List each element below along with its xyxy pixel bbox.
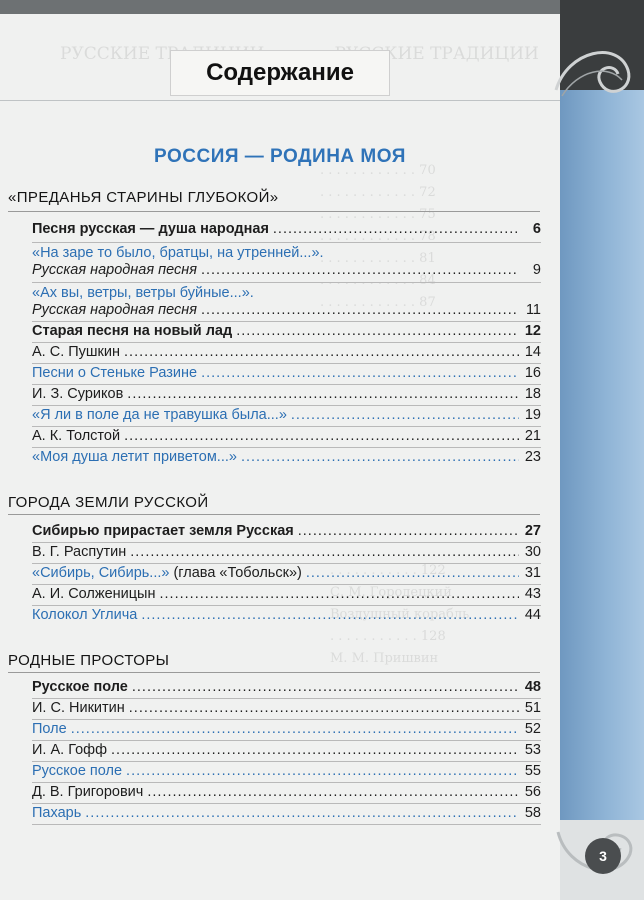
entry-divider	[32, 563, 541, 564]
entry-page: 48	[524, 679, 541, 695]
entry-title: В. Г. Распутин	[32, 544, 127, 560]
toc-entry[interactable]	[32, 221, 541, 240]
entry-page: 16	[524, 365, 541, 381]
leader-dots	[124, 344, 519, 360]
leader-dots	[201, 262, 519, 278]
top-edge-band	[0, 0, 560, 14]
entry-title: Поле	[32, 721, 67, 737]
group-divider	[8, 211, 540, 212]
page-number: 3	[585, 838, 621, 874]
entry-divider	[32, 282, 541, 283]
entry-page: 55	[524, 763, 541, 779]
toc-entry[interactable]	[32, 607, 541, 626]
entry-subtitle: (глава «Тобольск»)	[173, 565, 302, 581]
entry-page: 31	[524, 565, 541, 581]
entry-page: 14	[524, 344, 541, 360]
entry-title: «Моя душа летит приветом...»	[32, 449, 237, 465]
entry-divider	[32, 321, 541, 322]
toc-entry[interactable]	[32, 544, 541, 563]
entry-page: 56	[524, 784, 541, 800]
toc-entry[interactable]	[32, 386, 541, 405]
entry-divider	[32, 824, 541, 825]
entry-divider	[32, 698, 541, 699]
entry-divider	[32, 363, 541, 364]
entry-title: И. З. Суриков	[32, 386, 124, 402]
leader-dots	[236, 323, 519, 339]
entry-divider	[32, 782, 541, 783]
entry-title: И. А. Гофф	[32, 742, 108, 758]
bleed-through-text: . . . . . . . . . . . 122 С. М. Городецкий Воздушный корабль . . . . . . . . . . . 128 М. М. Пришвин	[330, 563, 470, 666]
entry-page: 9	[532, 262, 541, 278]
entry-page: 19	[524, 407, 541, 423]
bleed-through-text: РУССКИЕ ТРАДИЦИИ	[60, 44, 539, 64]
leader-dots	[85, 805, 519, 821]
group-divider	[8, 514, 540, 515]
group-heading: «ПРЕДАНЬЯ СТАРИНЫ ГЛУБОКОЙ»	[8, 189, 279, 206]
group-divider	[8, 672, 540, 673]
leader-dots	[291, 407, 519, 423]
toc-entry[interactable]	[32, 302, 541, 321]
entry-title: Сибирью прирастает земля Русская	[32, 523, 294, 539]
entry-page: 58	[524, 805, 541, 821]
group-heading: РОДНЫЕ ПРОСТОРЫ	[8, 652, 170, 669]
leader-dots	[160, 586, 520, 602]
entry-title: Русское поле	[32, 763, 123, 779]
entry-page: 43	[524, 586, 541, 602]
leader-dots	[201, 302, 519, 318]
entry-title: Песни о Стеньке Разине	[32, 365, 198, 381]
leader-dots	[126, 763, 519, 779]
leader-dots	[298, 523, 519, 539]
entry-page: 30	[524, 544, 541, 560]
entry-divider	[32, 542, 541, 543]
toc-entry[interactable]	[32, 742, 541, 761]
side-blue-block	[560, 90, 644, 820]
toc-entry[interactable]	[32, 763, 541, 782]
entry-divider	[32, 426, 541, 427]
entry-page: 52	[524, 721, 541, 737]
entry-divider	[32, 242, 541, 243]
toc-entry[interactable]	[32, 784, 541, 803]
entry-title: Русская народная песня	[32, 302, 197, 318]
group-heading: ГОРОДА ЗЕМЛИ РУССКОЙ	[8, 494, 209, 511]
leader-dots	[130, 544, 519, 560]
entry-title: Русское поле	[32, 679, 128, 695]
entry-title: А. И. Солженицын	[32, 586, 156, 602]
entry-title: Песня русская — душа народная	[32, 221, 269, 237]
entry-page: 44	[524, 607, 541, 623]
entry-divider	[32, 342, 541, 343]
entry-title: И. С. Никитин	[32, 700, 125, 716]
title-box	[170, 50, 390, 96]
entry-title: «На заре то было, братцы, на утренней...».	[32, 245, 324, 261]
entry-title: Колокол Углича	[32, 607, 138, 623]
toc-entry[interactable]	[32, 323, 541, 342]
leader-dots	[127, 386, 519, 402]
entry-divider	[32, 803, 541, 804]
entry-page: 23	[524, 449, 541, 465]
leader-dots	[306, 565, 519, 581]
toc-entry[interactable]	[32, 428, 541, 447]
entry-divider	[32, 740, 541, 741]
entry-page: 18	[524, 386, 541, 402]
leader-dots	[201, 365, 519, 381]
entry-divider	[32, 405, 541, 406]
page-title: Содержание	[206, 59, 354, 86]
toc-entry[interactable]	[32, 449, 541, 468]
entry-page: 6	[532, 221, 541, 237]
ornament-swirl-icon	[548, 30, 644, 110]
entry-divider	[32, 719, 541, 720]
entry-divider	[32, 605, 541, 606]
leader-dots	[71, 721, 519, 737]
entry-divider	[32, 761, 541, 762]
toc-entry[interactable]	[32, 700, 541, 719]
leader-dots	[129, 700, 519, 716]
entry-title: «Я ли в поле да не травушка была...»	[32, 407, 287, 423]
leader-dots	[111, 742, 519, 758]
section-heading: РОССИЯ — РОДИНА МОЯ	[154, 146, 406, 167]
toc-entry[interactable]	[32, 344, 541, 363]
header-divider	[0, 100, 560, 101]
leader-dots	[132, 679, 519, 695]
entry-title: «Ах вы, ветры, ветры буйные...».	[32, 285, 254, 301]
toc-entry[interactable]	[32, 565, 541, 584]
entry-page: 21	[524, 428, 541, 444]
entry-page: 27	[524, 523, 541, 539]
entry-page: 51	[524, 700, 541, 716]
entry-divider	[32, 384, 541, 385]
toc-entry[interactable]	[32, 523, 541, 542]
entry-divider	[32, 584, 541, 585]
entry-divider	[32, 447, 541, 448]
entry-title: Старая песня на новый лад	[32, 323, 233, 339]
bleed-through-text: . . . . . . . . . . . . 70 . . . . . . . . . . . . 72 . . . . . . . . . . . . 75 . . . . . . . . . . . . 78 . . . . . . . . . . . . 81 . . . . . . . . . . . . 84 . . . . . . . . . . . . 87	[320, 163, 436, 310]
leader-dots	[241, 449, 519, 465]
leader-dots	[124, 428, 519, 444]
entry-title: Д. В. Григорович	[32, 784, 144, 800]
entry-title: «Сибирь, Сибирь...»	[32, 565, 170, 581]
entry-title: А. К. Толстой	[32, 428, 121, 444]
entry-title: Пахарь	[32, 805, 82, 821]
toc-entry[interactable]	[32, 262, 541, 281]
leader-dots	[141, 607, 519, 623]
toc-entry[interactable]	[32, 805, 541, 824]
side-decorative-band	[560, 0, 644, 900]
toc-entry[interactable]	[32, 721, 541, 740]
toc-entry[interactable]	[32, 407, 541, 426]
entry-title: Русская народная песня	[32, 262, 197, 278]
leader-dots	[147, 784, 519, 800]
toc-entry[interactable]	[32, 679, 541, 698]
toc-entry[interactable]	[32, 586, 541, 605]
entry-page: 53	[524, 742, 541, 758]
toc-entry[interactable]	[32, 365, 541, 384]
entry-title: А. С. Пушкин	[32, 344, 121, 360]
leader-dots	[273, 221, 519, 237]
entry-page: 11	[525, 302, 541, 318]
entry-page: 12	[524, 323, 541, 339]
